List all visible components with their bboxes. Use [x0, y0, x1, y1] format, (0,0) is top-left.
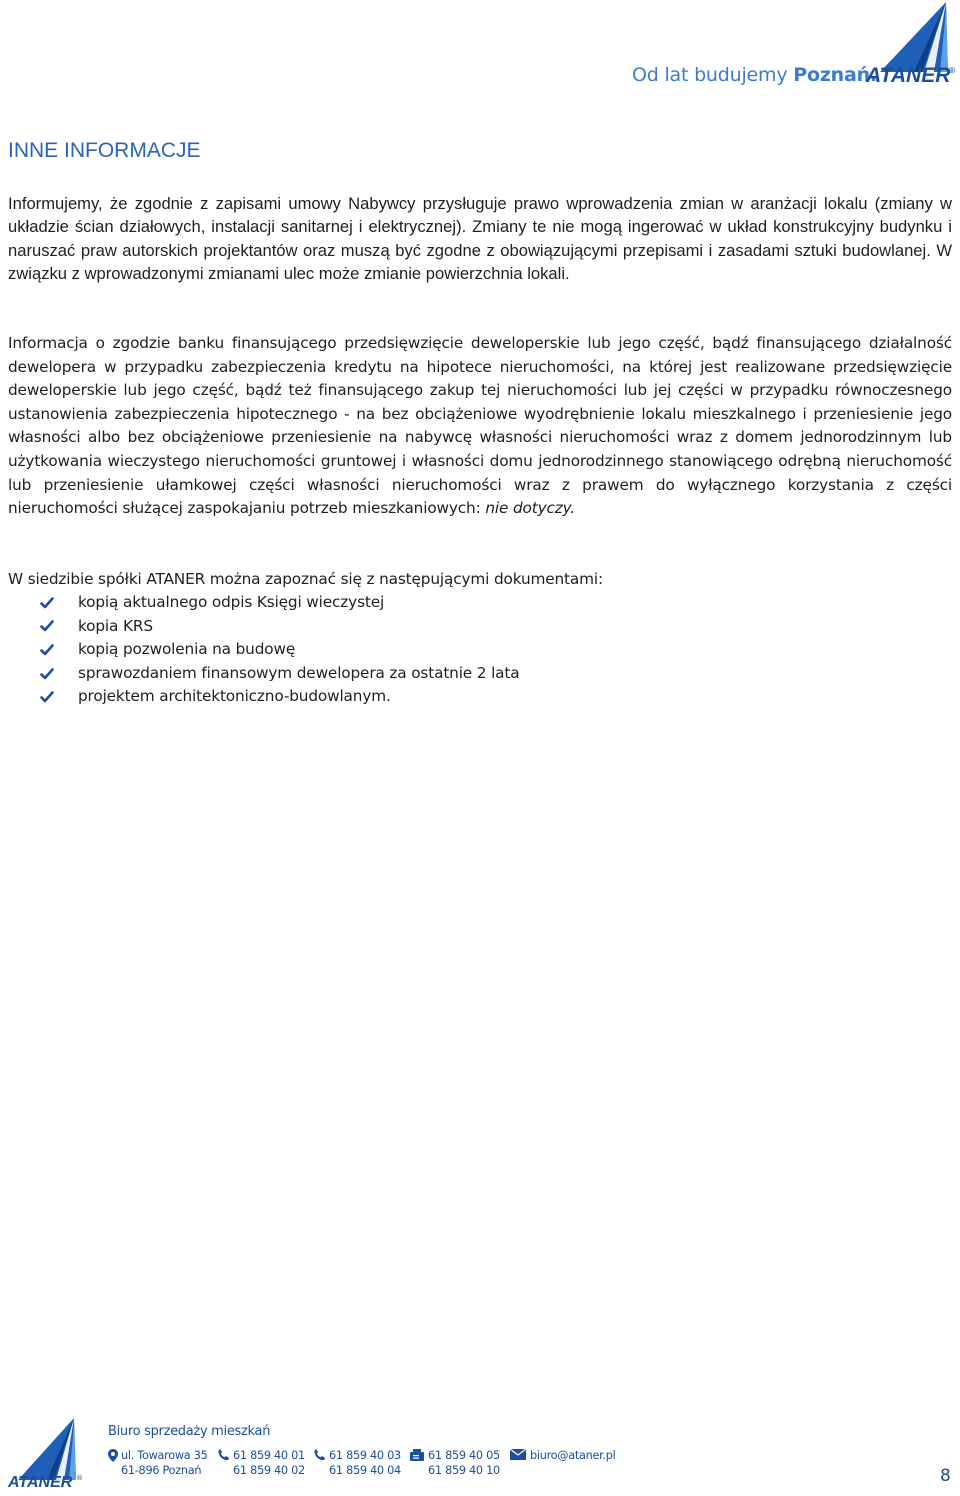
envelope-icon — [510, 1449, 526, 1460]
fax-number[interactable]: 61 859 40 10 — [428, 1464, 500, 1477]
page-number: 8 — [940, 1466, 951, 1486]
paragraph-bank-consent — [8, 332, 952, 521]
list-item-label: kopią aktualnego odpis Księgi wieczystej — [78, 593, 385, 611]
email-link[interactable]: biuro@ataner.pl — [530, 1449, 616, 1462]
footer-address — [108, 1448, 207, 1478]
check-icon — [40, 619, 54, 633]
footer-phone-group-1 — [218, 1448, 305, 1478]
list-item — [40, 591, 519, 615]
phone-icon — [218, 1449, 229, 1461]
fax-icon — [410, 1449, 424, 1461]
paragraph-arrangement-changes: Informujemy, że zgodnie z zapisami umowy Nabywcy przysługuje prawo wprowadzenia zmian w aranżacji lokalu (zmiany w układzie ścian działowych, instalacji sanitarnej i elektrycznej). Zmiany te nie mogą ingerować w układ konstrukcyjny budynku i naruszać praw autorskich projektantów oraz muszą być zgodne z obowiązującymi przepisami i zasadami sztuki budowlanej. W związku z wprowadzonymi zmianami ulec może zmianie powierzchnia lokali. — [8, 194, 952, 283]
check-icon — [40, 596, 54, 610]
check-icon — [40, 667, 54, 681]
header-tagline — [632, 64, 877, 86]
footer-title: Biuro sprzedaży mieszkań — [108, 1424, 271, 1439]
paragraph-bank-consent-answer: nie dotyczy. — [485, 499, 576, 518]
address-city: 61-896 Poznań — [121, 1464, 202, 1477]
footer-ataner-logo — [6, 1418, 84, 1494]
documents-list — [40, 591, 519, 709]
phone-number[interactable]: 61 859 40 03 — [329, 1449, 401, 1462]
paragraph-documents-intro: W siedzibie spółki ATANER można zapoznać się z następującymi dokumentami: — [8, 570, 603, 588]
phone-number[interactable]: 61 859 40 01 — [233, 1449, 305, 1462]
list-item-label: kopia KRS — [78, 616, 153, 635]
paragraph-bank-consent-text: Informacja o zgodzie banku finansującego przedsięwzięcie deweloperskie lub jego część, bądź finansującego działalność dewelopera w przypadku zabezpieczenia kredytu na hipotece nieruchomości, na której jest realizowane przedsięwzięcie deweloperskie lub jego część, bądź też finansującego zakup tej nieruchomości lub jej części w przypadku równoczesnego ustanowienia zabezpieczenia hipotecznego - na bez obciążeniowe wyodrębnienie lokalu mieszkalnego i przeniesienie jego własności albo bez obciążeniowe przeniesienie na nabywcę własności nieruchomości wraz z domem jednorodzinnym lub użytkowania wieczystego nieruchomości gruntowej i własności domu jednorodzinnego stanowiącego odrębną nieruchomość lub przeniesienie ułamkowej części własności nieruchomości wraz z prawem do wyłącznego korzystania z części nieruchomości służącej zaspokajaniu potrzeb mieszkaniowych: — [8, 334, 952, 518]
logo-registered-mark: ® — [76, 1474, 83, 1482]
check-icon — [40, 690, 54, 704]
ataner-logo — [864, 2, 956, 86]
list-item — [40, 662, 519, 686]
tagline-bold: Poznań. — [793, 64, 877, 86]
address-street: ul. Towarowa 35 — [121, 1449, 208, 1462]
footer-email — [510, 1448, 615, 1463]
list-item — [40, 685, 519, 709]
location-pin-icon — [108, 1449, 118, 1462]
footer-phone-group-2 — [314, 1448, 401, 1478]
logo-wordmark: ATANER — [866, 64, 951, 87]
list-item-label: sprawozdaniem finansowym dewelopera za ostatnie 2 lata — [78, 663, 520, 682]
phone-number[interactable]: 61 859 40 04 — [329, 1464, 401, 1477]
phone-icon — [314, 1449, 325, 1461]
tagline-regular: Od lat budujemy — [632, 64, 794, 86]
logo-registered-mark: ® — [948, 66, 956, 75]
check-icon — [40, 643, 54, 657]
section-title: INNE INFORMACJE — [8, 139, 201, 162]
list-item — [40, 638, 519, 662]
phone-number[interactable]: 61 859 40 02 — [233, 1464, 305, 1477]
list-item — [40, 615, 519, 639]
list-item-label: kopią pozwolenia na budowę — [78, 640, 296, 659]
list-item-label: projektem architektoniczno-budowlanym. — [78, 687, 391, 706]
ataner-triangle-icon — [864, 2, 956, 72]
logo-wordmark: ATANER — [8, 1474, 73, 1491]
footer-fax-group — [410, 1448, 500, 1478]
ataner-triangle-icon — [6, 1418, 84, 1480]
fax-number[interactable]: 61 859 40 05 — [428, 1449, 500, 1462]
